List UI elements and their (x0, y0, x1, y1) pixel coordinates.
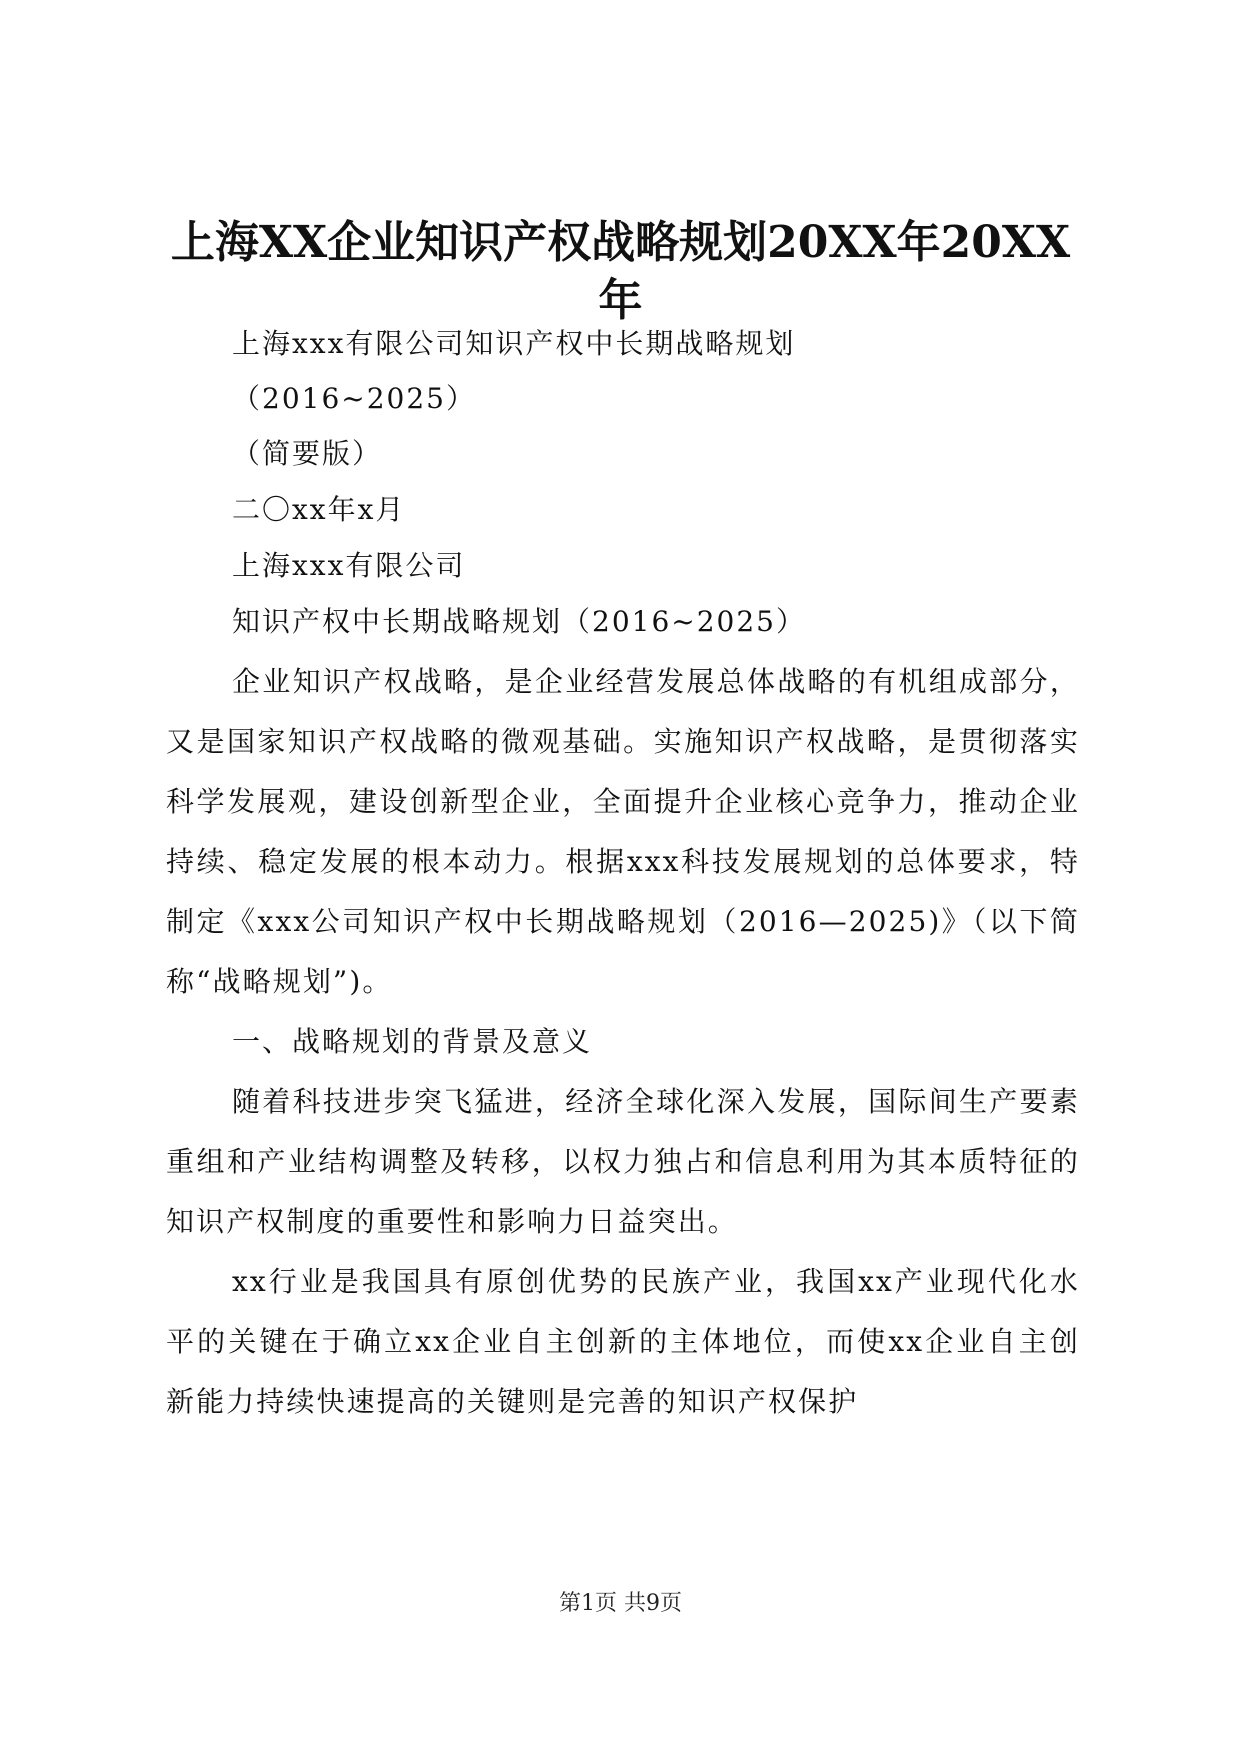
cover-line-company-plan: 上海xxx有限公司知识产权中长期战略规划 (232, 327, 796, 360)
cover-line-plan-title: 知识产权中长期战略规划（2016~2025） (232, 605, 806, 638)
document-title: 上海XX企业知识产权战略规划20XX年20XX年 (170, 217, 1071, 326)
section-heading-background: 一、战略规划的背景及意义 (232, 1025, 593, 1058)
paragraph-intro: 企业知识产权战略，是企业经营发展总体战略的有机组成部分，又是国家知识产权战略的微观基础。实施知识产权战略，是贯彻落实科学发展观，建设创新型企业，全面提升企业核心竞争力，推动企业持续、稳定发展的根本动力。根据xxx科技发展规划的总体要求，特制定《xxx公司知识产权中长期战略规划（2016—2025)》（以下简称“战略规划”)。 (166, 665, 1080, 998)
page-footer: 第1页 共9页 (559, 1591, 682, 1616)
paragraph-background: 随着科技进步突飞猛进，经济全球化深入发展，国际间生产要素重组和产业结构调整及转移，以权力独占和信息利用为其本质特征的知识产权制度的重要性和影响力日益突出。 (166, 1085, 1080, 1238)
cover-line-company: 上海xxx有限公司 (232, 549, 466, 582)
cover-line-edition: （简要版） (232, 437, 383, 470)
body-text (166, 652, 1080, 1432)
cover-line-date: 二〇xx年x月 (232, 493, 406, 526)
paragraph-industry: xx行业是我国具有原创优势的民族产业，我国xx产业现代化水平的关键在于确立xx企业自主创新的主体地位，而使xx企业自主创新能力持续快速提高的关键则是完善的知识产权保护 (166, 1265, 1080, 1418)
cover-line-years: （2016~2025） (232, 382, 476, 415)
